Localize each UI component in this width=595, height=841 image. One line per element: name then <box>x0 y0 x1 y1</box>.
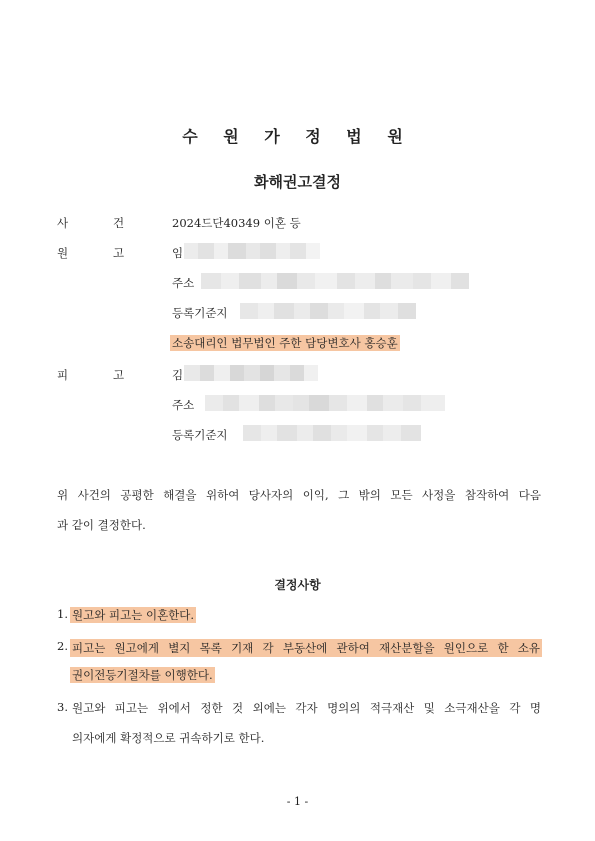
plaintiff-address-label: 주소 <box>172 276 195 290</box>
plaintiff-registry-redaction <box>240 303 416 319</box>
case-value: 2024드단40349 이혼 등 <box>172 216 301 230</box>
item-3-line-2: 의자에게 확정적으로 귀속하기로 한다. <box>72 731 265 745</box>
court-name: 수 원 가 정 법 원 <box>182 127 413 146</box>
plaintiff-label-left: 원 <box>57 246 69 260</box>
document-title: 화해권고결정 <box>254 173 341 191</box>
section-title: 결정사항 <box>274 578 321 592</box>
defendant-address-label: 주소 <box>172 398 195 412</box>
plaintiff-name-redaction <box>184 243 320 259</box>
intro-line-2: 과 같이 결정한다. <box>57 518 146 532</box>
plaintiff-address-redaction <box>201 273 469 289</box>
case-label-right: 건 <box>113 216 125 230</box>
plaintiff-registry-label: 등록기준지 <box>172 306 228 320</box>
defendant-registry-label: 등록기준지 <box>172 428 228 442</box>
plaintiff-label-right: 고 <box>113 246 125 260</box>
intro-line-1: 위 사건의 공평한 해결을 위하여 당사자의 이익, 그 밖의 모든 사정을 참작하여 다음 <box>57 488 541 502</box>
defendant-name-redaction <box>184 365 318 381</box>
attorney-highlight: 소송대리인 법무법인 주한 담당변호사 홍승훈 <box>172 336 398 350</box>
item-2-number: 2. <box>57 639 68 653</box>
item-1-highlight: 원고와 피고는 이혼한다. <box>72 608 195 622</box>
plaintiff-attorney <box>170 335 400 351</box>
item-2-line-1-highlight: 피고는 원고에게 별지 목록 기재 각 부동산에 관하여 재산분할을 원인으로 한 소유 <box>72 641 540 655</box>
defendant-name: 김 <box>172 368 184 382</box>
plaintiff-name: 임 <box>172 246 184 260</box>
item-3-number: 3. <box>57 700 68 714</box>
item-2-line-1 <box>70 639 542 657</box>
item-1-number: 1. <box>57 607 68 621</box>
page-number: - 1 - <box>286 795 309 808</box>
item-3-line-1: 원고와 피고는 위에서 정한 것 외에는 각자 명의의 적극재산 및 소극재산을 각 명 <box>72 701 541 715</box>
item-2-line-2 <box>70 667 215 683</box>
defendant-label-right: 고 <box>113 368 125 382</box>
defendant-address-redaction <box>205 395 445 411</box>
item-1-text <box>70 607 196 623</box>
case-label-left: 사 <box>57 216 69 230</box>
item-2-line-2-highlight: 권이전등기절차를 이행한다. <box>72 668 213 682</box>
defendant-label-left: 피 <box>57 368 69 382</box>
defendant-registry-redaction <box>243 425 421 441</box>
